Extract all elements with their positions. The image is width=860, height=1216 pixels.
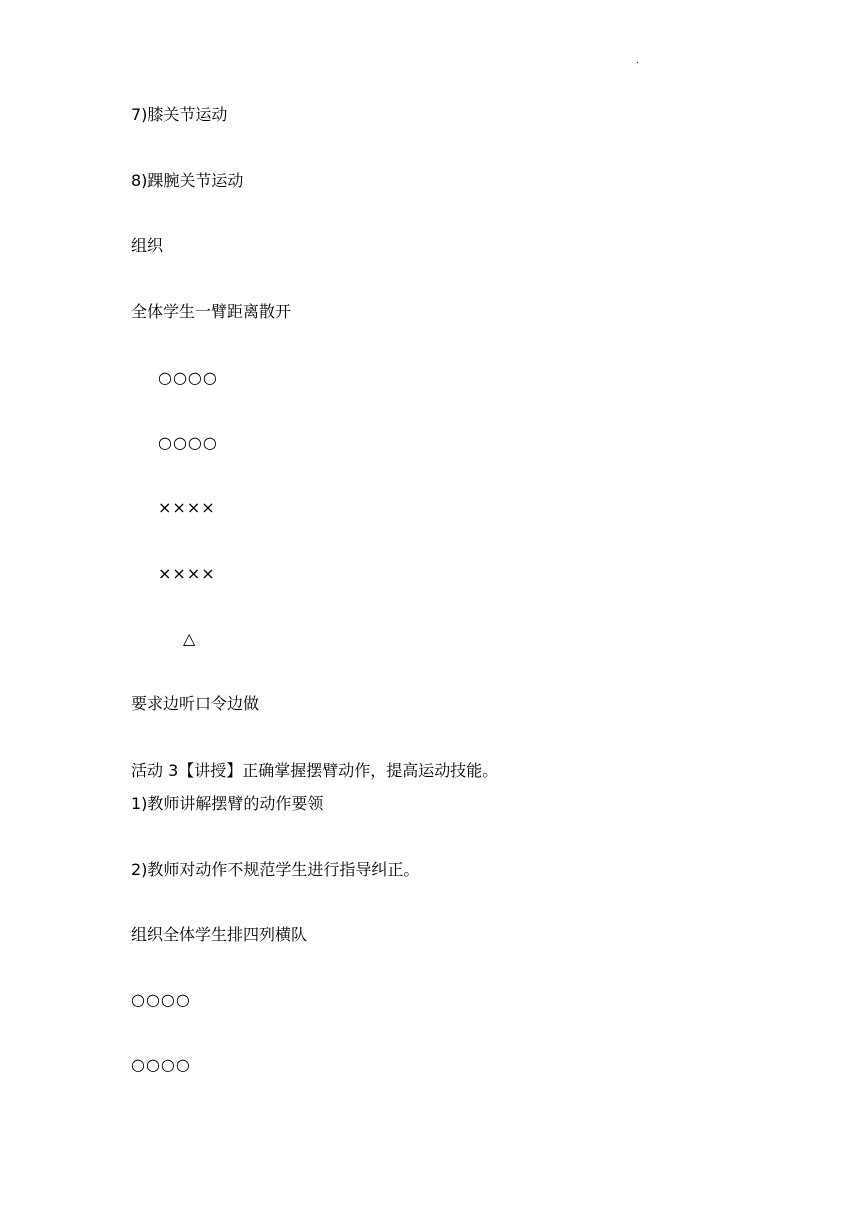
header-mark: . xyxy=(636,56,639,66)
formation-row-crosses-1: ×××× xyxy=(158,498,216,517)
text-line-teacher-explains: 1)教师讲解摆臂的动作要领 xyxy=(131,794,324,813)
formation-teacher-triangle: △ xyxy=(183,629,196,648)
formation-row-circles-1: ○○○○ xyxy=(158,368,218,387)
text-line-knee: 7)膝关节运动 xyxy=(131,105,228,124)
text-line-spread-out: 全体学生一臂距离散开 xyxy=(131,302,292,321)
text-line-requirement: 要求边听口令边做 xyxy=(131,694,260,713)
text-line-four-rows: 组织全体学生排四列横队 xyxy=(131,925,308,944)
formation-row-crosses-2: ×××× xyxy=(158,564,216,583)
text-line-activity-3: 活动 3【讲授】正确掌握摆臂动作，提高运动技能。 xyxy=(131,761,499,780)
formation-row-circles-2: ○○○○ xyxy=(158,433,218,452)
text-line-ankle-wrist: 8)踝腕关节运动 xyxy=(131,171,244,190)
formation-row-circles-4: ○○○○ xyxy=(131,1055,191,1074)
formation-row-circles-3: ○○○○ xyxy=(131,990,191,1009)
text-line-organize: 组织 xyxy=(131,236,164,255)
text-line-teacher-corrects: 2)教师对动作不规范学生进行指导纠正。 xyxy=(131,860,420,879)
